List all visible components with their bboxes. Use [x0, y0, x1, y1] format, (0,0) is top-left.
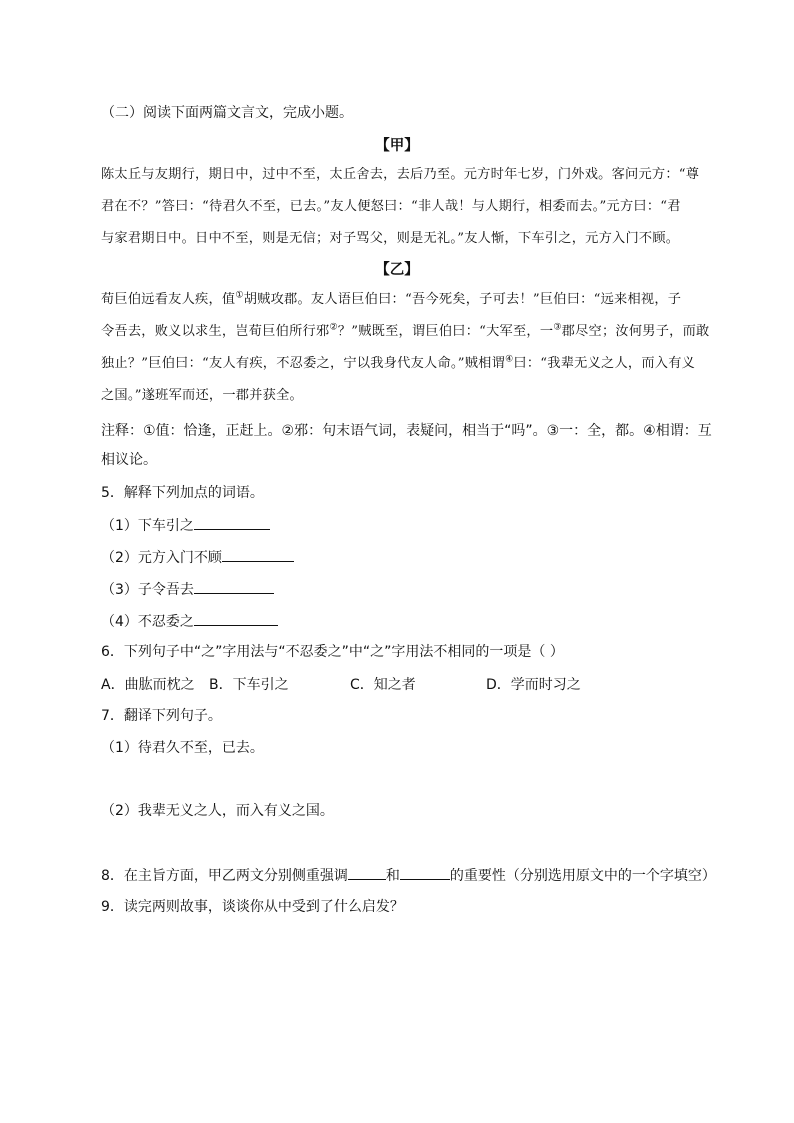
question-5-item-text: （3）子令吾去: [101, 582, 194, 598]
section-intro: （二）阅读下面两篇文言文，完成小题。: [101, 105, 353, 121]
passage-b-text: ？”贼既至，谓巨伯曰：“大军至，一: [337, 324, 554, 339]
question-5-item: [101, 579, 274, 600]
notes-line: 相议论。: [101, 452, 157, 468]
passage-b-text: 胡贼攻郡。友人语巨伯曰：“吾今死矣，子可去！”巨伯曰：“远来相视，子: [243, 292, 682, 307]
option-d[interactable]: D．学而时习之: [486, 677, 581, 693]
passage-b-line: [101, 290, 681, 310]
passage-b-text: 曰：“我辈无义之人，而入有义: [513, 356, 696, 371]
passage-a-line: 君在不？”答曰：“待君久不至，已去。”友人便怒曰：“非人哉！与人期行，相委而去。”元方曰：“君: [101, 199, 681, 214]
question-5-item-text: （2）元方入门不顾: [101, 550, 222, 566]
answer-blank[interactable]: [222, 547, 294, 562]
passage-b-text: 令吾去，败义以求生，岂荀巨伯所行邪: [101, 324, 330, 339]
passage-a-line: 与家君期日中。日中不至，则是无信；对子骂父，则是无礼。”友人惭，下车引之，元方入门不顾。: [101, 231, 680, 246]
passage-a-line: 陈太丘与友期行，期日中，过中不至，太丘舍去，去后乃至。元方时年七岁，门外戏。客问元方：“尊: [101, 167, 700, 182]
question-8-text: 8．在主旨方面，甲乙两文分别侧重强调: [101, 868, 348, 884]
answer-blank[interactable]: [348, 865, 386, 880]
answer-blank[interactable]: [194, 579, 274, 594]
question-5-item: [101, 547, 294, 568]
passage-b-text: 荀巨伯远看友人疾，值: [101, 292, 236, 307]
answer-blank[interactable]: [194, 515, 270, 530]
question-6-stem: 6．下列句子中“之”字用法与“不忍委之”中“之”字用法不相同的一项是（ ）: [101, 644, 564, 660]
notes-line: 注释：①值：恰逢，正赶上。②邪：句末语气词，表疑问，相当于“吗”。③一：全，都。④相谓：互: [101, 423, 712, 439]
footnote-marker: ③: [553, 322, 562, 333]
question-8: [101, 865, 716, 886]
question-7-item: （1）待君久不至，已去。: [101, 740, 264, 756]
footnote-marker: ②: [329, 322, 338, 333]
question-5-item: [101, 611, 278, 632]
passage-a-title: 【甲】: [375, 138, 419, 154]
footnote-marker: ①: [235, 290, 244, 301]
question-7-stem: 7．翻译下列句子。: [101, 708, 222, 724]
passage-b-text: 独止？”巨伯曰：“友人有疾，不忍委之，宁以我身代友人命。”贼相谓: [101, 356, 506, 371]
footnote-marker: ④: [505, 354, 514, 365]
passage-b-text: 郡尽空；汝何男子，而敢: [561, 324, 710, 339]
passage-b-line: [101, 322, 709, 342]
option-b[interactable]: B．下车引之: [209, 677, 289, 693]
passage-b-title: 【乙】: [375, 262, 419, 278]
question-8-text: 的重要性（分别选用原文中的一个字填空）: [449, 868, 716, 884]
question-8-text: 和: [385, 868, 400, 884]
question-7-item: （2）我辈无义之人，而入有义之国。: [101, 803, 334, 819]
passage-b-line: [101, 354, 695, 374]
question-5-item: [101, 515, 270, 536]
option-c[interactable]: C．知之者: [350, 677, 416, 693]
answer-blank[interactable]: [400, 865, 450, 880]
question-5-item-text: （1）下车引之: [101, 518, 194, 534]
question-5-stem: 5．解释下列加点的词语。: [101, 485, 264, 501]
option-a[interactable]: A．曲肱而枕之: [101, 677, 195, 693]
question-9-stem: 9．读完两则故事，谈谈你从中受到了什么启发？: [101, 899, 404, 915]
passage-b-line: 之国。”遂班军而还，一郡并获全。: [101, 388, 303, 403]
question-6-options: [101, 675, 581, 695]
answer-blank[interactable]: [194, 611, 278, 626]
question-5-item-text: （4）不忍委之: [101, 614, 194, 630]
